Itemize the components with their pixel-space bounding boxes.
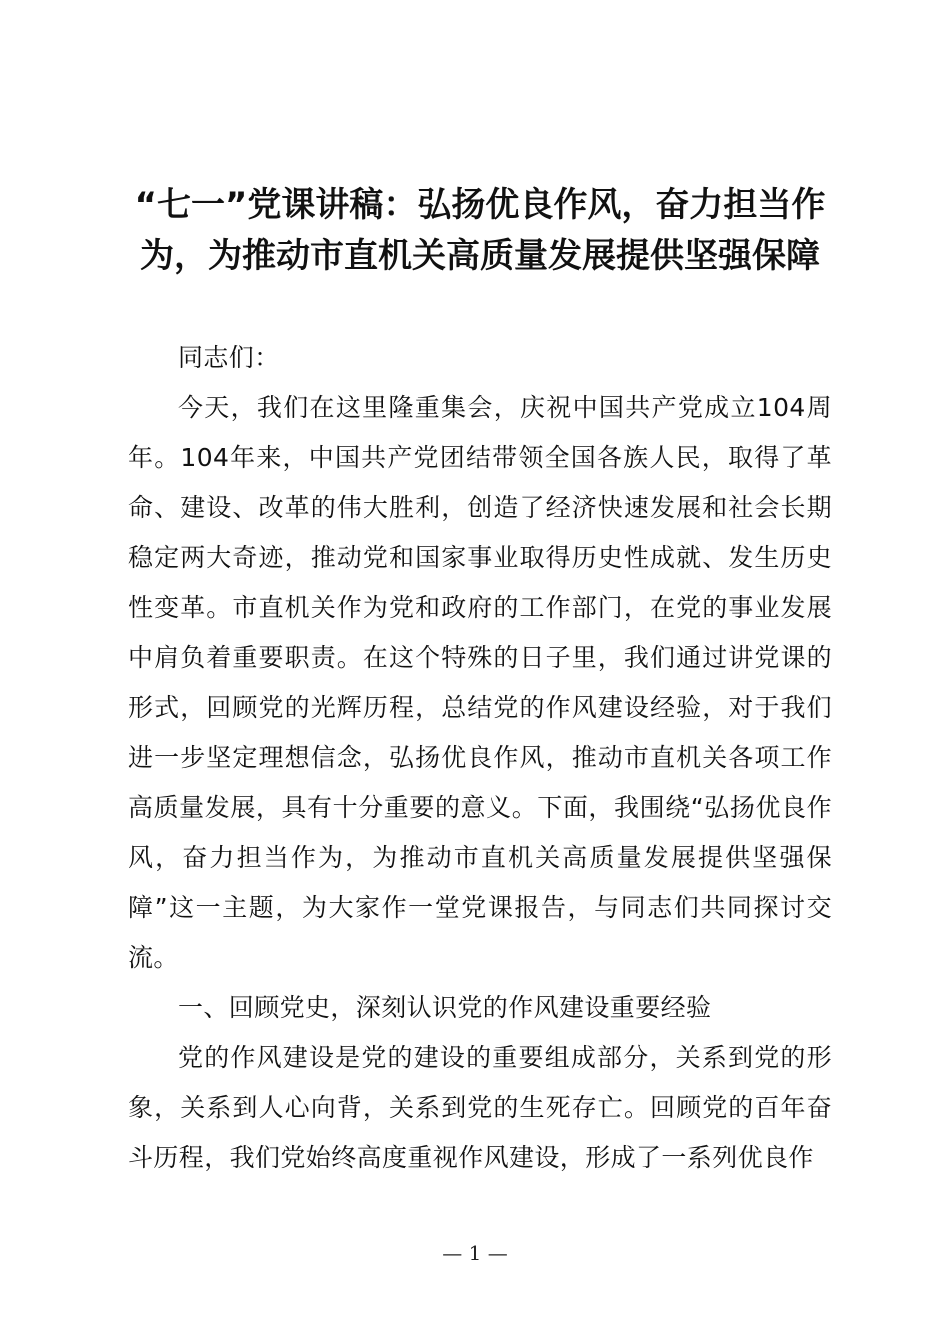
section-heading: 一、回顾党史，深刻认识党的作风建设重要经验 <box>178 993 712 1022</box>
section-body-paragraph: 党的作风建设是党的建设的重要组成部分，关系到党的形象，关系到人心向背，关系到党的生死存亡。回顾党的百年奋斗历程，我们党始终高度重视作风建设，形成了一系列优良作 <box>128 1043 832 1172</box>
salutation-paragraph: 同志们： <box>178 343 280 372</box>
page-number: — 1 — <box>442 1241 508 1265</box>
intro-paragraph: 今天，我们在这里隆重集会，庆祝中国共产党成立104周年。104年来，中国共产党团结带领全国各族人民，取得了革命、建设、改革的伟大胜利，创造了经济快速发展和社会长期稳定两大奇迹，推动党和国家事业取得历史性成就、发生历史性变革。市直机关作为党和政府的工作部门，在党的事业发展中肩负着重要职责。在这个特殊的日子里，我们通过讲党课的形式，回顾党的光辉历程，总结党的作风建设经验，对于我们进一步坚定理想信念，弘扬优良作风，推动市直机关各项工作高质量发展，具有十分重要的意义。下面，我围绕“弘扬优良作风，奋力担当作为，为推动市直机关高质量发展提供坚强保障”这一主题，为大家作一堂党课报告，与同志们共同探讨交流。 <box>128 393 832 972</box>
document-body <box>128 333 832 1183</box>
document-title: “七一”党课讲稿：弘扬优良作风，奋力担当作为，为推动市直机关高质量发展提供坚强保障 <box>134 185 826 276</box>
